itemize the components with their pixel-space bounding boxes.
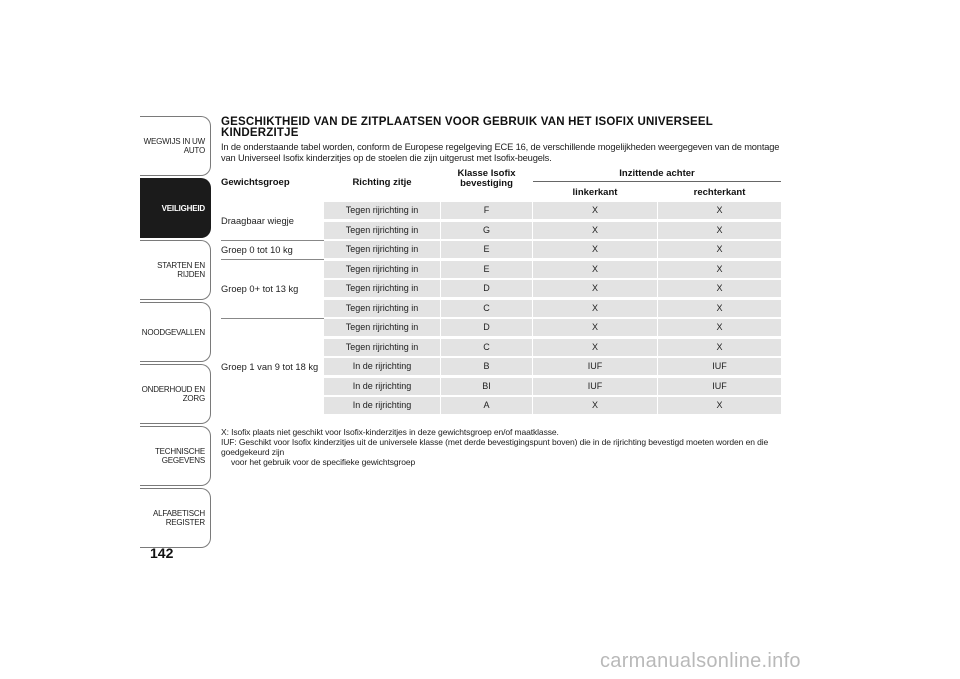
table-row — [324, 222, 781, 239]
table-row — [324, 202, 781, 219]
table-row — [324, 319, 781, 336]
cell-right: IUF — [658, 358, 781, 375]
tab-onderhoud[interactable] — [140, 364, 211, 424]
cell-right: IUF — [658, 378, 781, 395]
page-title: GESCHIKTHEID VAN DE ZITPLAATSEN VOOR GEBRUIK VAN HET ISOFIX UNIVERSEEL KINDERZITJE — [221, 116, 713, 139]
group-separator — [221, 318, 324, 319]
cell-direction: Tegen rijrichting in — [324, 280, 440, 297]
cell-class: D — [441, 319, 532, 336]
group-label: Groep 0+ tot 13 kg — [221, 283, 299, 294]
group-label: Groep 0 tot 10 kg — [221, 244, 293, 255]
cell-left: IUF — [533, 378, 657, 395]
cell-class: F — [441, 202, 532, 219]
page-number: 142 — [150, 545, 174, 561]
cell-right: X — [658, 397, 781, 414]
tab-label: ONDERHOUD EN ZORG — [141, 385, 205, 403]
cell-left: X — [533, 202, 657, 219]
group-label: Groep 1 van 9 tot 18 kg — [221, 361, 319, 372]
cell-left: X — [533, 319, 657, 336]
chapter-sidebar — [140, 116, 211, 550]
cell-direction: In de rijrichting — [324, 397, 440, 414]
watermark: carmanualsonline.info — [600, 650, 801, 672]
cell-class: E — [441, 261, 532, 278]
group-label: Draagbaar wiegje — [221, 215, 294, 226]
cell-right: X — [658, 222, 781, 239]
table-row — [324, 280, 781, 297]
tab-label: VEILIGHEID — [161, 203, 205, 213]
cell-class: C — [441, 339, 532, 356]
cell-direction: Tegen rijrichting in — [324, 202, 440, 219]
header-right: rechterkant — [693, 187, 746, 198]
cell-right: X — [658, 339, 781, 356]
main-content — [221, 117, 783, 473]
header-left: linkerkant — [572, 187, 618, 198]
tab-label: NOODGEVALLEN — [141, 327, 205, 337]
cell-right: X — [658, 202, 781, 219]
group-separator — [221, 259, 324, 260]
cell-class: B — [441, 358, 532, 375]
tab-label: ALFABETISCH REGISTER — [152, 509, 205, 527]
table-row — [324, 261, 781, 278]
cell-right: X — [658, 261, 781, 278]
tab-starten[interactable] — [140, 240, 211, 300]
cell-class: C — [441, 300, 532, 317]
cell-class: G — [441, 222, 532, 239]
cell-direction: Tegen rijrichting in — [324, 300, 440, 317]
note-x: X: Isofix plaats niet geschikt voor Isofix-kinderzitjes in deze gewichtsgroep en/of maatklasse. — [221, 427, 559, 437]
header-group: Gewichtsgroep — [221, 177, 290, 188]
tab-veiligheid[interactable] — [140, 178, 211, 238]
table-row — [324, 378, 781, 395]
cell-class: E — [441, 241, 532, 258]
cell-right: X — [658, 300, 781, 317]
cell-left: X — [533, 280, 657, 297]
cell-right: X — [658, 241, 781, 258]
note-iuf-continued: voor het gebruik voor de specifieke gewichtsgroep — [231, 457, 416, 467]
cell-direction: In de rijrichting — [324, 378, 440, 395]
cell-class: D — [441, 280, 532, 297]
tab-wegwijs[interactable] — [140, 116, 211, 176]
header-class: Klasse Isofix bevestiging — [457, 168, 516, 189]
cell-class: A — [441, 397, 532, 414]
header-direction: Richting zitje — [352, 177, 412, 188]
footnotes — [221, 427, 783, 467]
cell-direction: Tegen rijrichting in — [324, 339, 440, 356]
table-row — [324, 241, 781, 258]
cell-direction: Tegen rijrichting in — [324, 222, 440, 239]
tab-technische[interactable] — [140, 426, 211, 486]
cell-left: X — [533, 222, 657, 239]
group-separator — [221, 240, 324, 241]
table-row — [324, 397, 781, 414]
cell-right: X — [658, 280, 781, 297]
cell-left: X — [533, 261, 657, 278]
cell-direction: In de rijrichting — [324, 358, 440, 375]
tab-label: WEGWIJS IN UW AUTO — [143, 137, 205, 155]
cell-left: X — [533, 397, 657, 414]
cell-right: X — [658, 319, 781, 336]
cell-left: X — [533, 241, 657, 258]
tab-label: STARTEN EN RIJDEN — [157, 261, 205, 279]
cell-left: IUF — [533, 358, 657, 375]
cell-left: X — [533, 339, 657, 356]
cell-left: X — [533, 300, 657, 317]
table-row — [324, 300, 781, 317]
cell-direction: Tegen rijrichting in — [324, 319, 440, 336]
tab-alfabetisch[interactable] — [140, 488, 211, 548]
header-occupant: Inzittende achter — [619, 168, 695, 179]
cell-class: BI — [441, 378, 532, 395]
table-row — [324, 339, 781, 356]
table-row — [324, 358, 781, 375]
cell-direction: Tegen rijrichting in — [324, 261, 440, 278]
note-iuf: IUF: Geschikt voor Isofix kinderzitjes uit de universele klasse (met derde bevestigingspunt boven) die in de rijrichting bevestigd moeten worden en die goedgekeurd zijn — [221, 437, 769, 457]
cell-direction: Tegen rijrichting in — [324, 241, 440, 258]
tab-noodgevallen[interactable] — [140, 302, 211, 362]
intro-text: In de onderstaande tabel worden, conform de Europese regelgeving ECE 16, de verschillende mogelijkheden weergegeven van de montage van Universeel Isofix kinderzitjes op de stoelen die zijn uitgerust met Isofix-beugels. — [221, 142, 780, 163]
header-divider — [533, 181, 781, 182]
tab-label: TECHNISCHE GEGEVENS — [154, 447, 205, 465]
